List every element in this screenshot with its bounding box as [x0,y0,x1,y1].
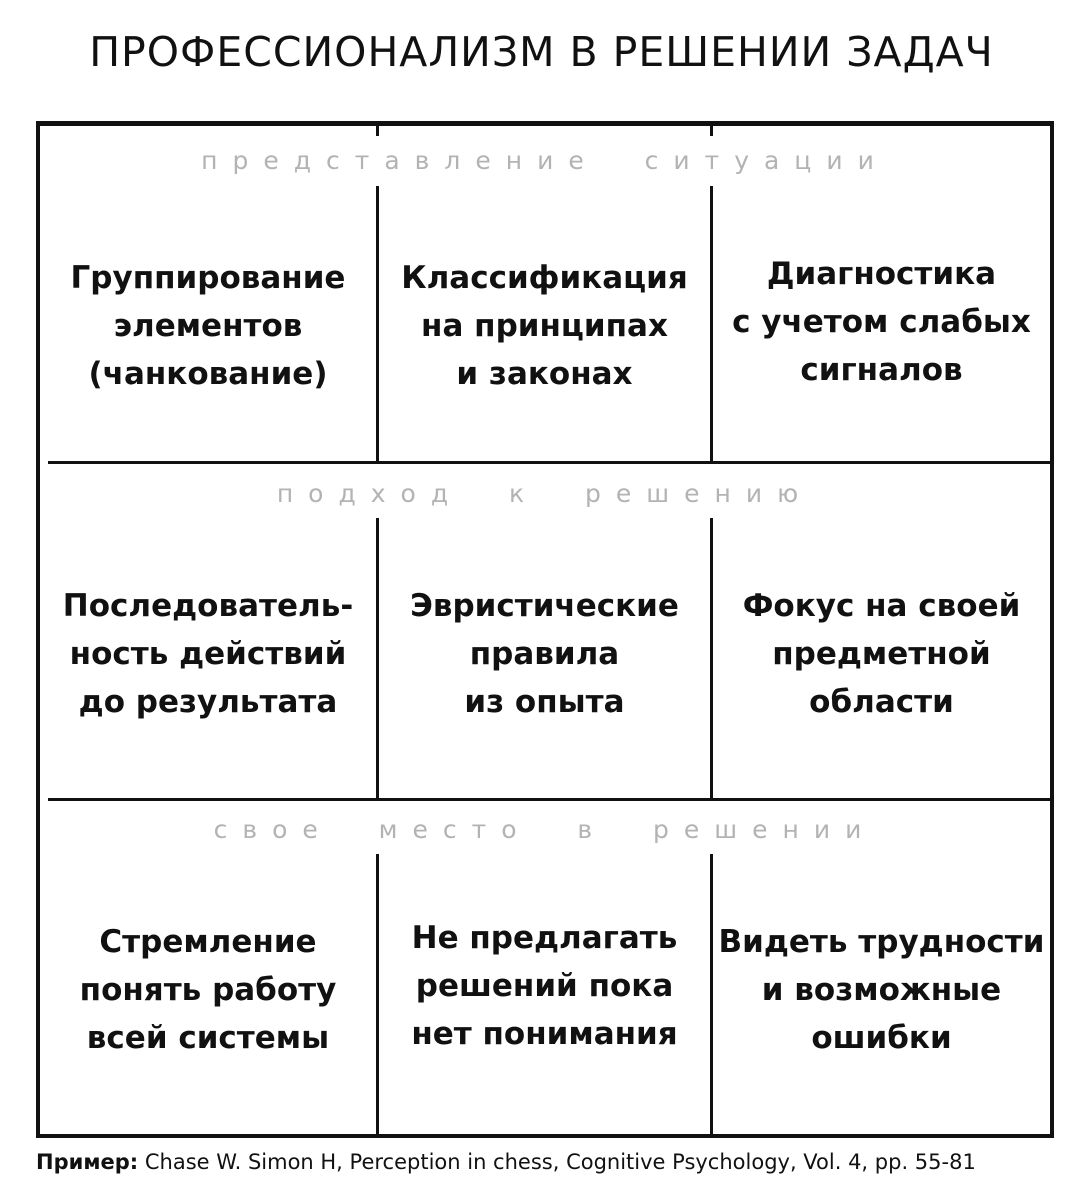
cell-text: Группирование элементов (чанкование) [70,260,346,392]
cell-no-premature [379,866,710,1106]
matrix-frame [36,121,1054,1138]
cell-text: Классификация на принципах и законах [401,260,688,392]
cell-text: Видеть трудности и возможные ошибки [718,924,1045,1056]
cell-chunking [40,206,376,446]
cell-classification [379,206,710,446]
cell-diagnostics [713,202,1050,442]
cell-difficulties [713,870,1050,1110]
section-label-approach: подход к решению [276,479,814,508]
cell-text: Последователь- ность действий до результата [62,588,354,720]
source-citation [36,1150,1066,1174]
cell-focus [713,534,1050,774]
section-label-role: свое место в решении [213,815,877,844]
divider-v2-top [710,126,713,136]
divider-v1-top [376,126,379,136]
cell-text: Эвристические правила из опыта [410,588,679,720]
citation-label: Пример: [36,1150,139,1174]
divider-h2 [48,798,1050,801]
cell-text: Стремление понять работу всей системы [79,924,337,1056]
cell-system [40,870,376,1110]
cell-heuristics [379,534,710,774]
cell-text: Фокус на своей предметной области [742,588,1021,720]
section-label-situation: представление ситуации [201,146,889,175]
citation-text: Chase W. Simon H, Perception in chess, Cognitive Psychology, Vol. 4, pp. 55-81 [144,1150,976,1174]
divider-h1 [48,461,1050,464]
page-title: ПРОФЕССИОНАЛИЗМ В РЕШЕНИИ ЗАДАЧ [89,28,994,76]
cell-text: Не предлагать решений пока нет понимания [411,920,678,1052]
cell-sequence [40,534,376,774]
cell-text: Диагностика с учетом слабых сигналов [732,256,1031,388]
